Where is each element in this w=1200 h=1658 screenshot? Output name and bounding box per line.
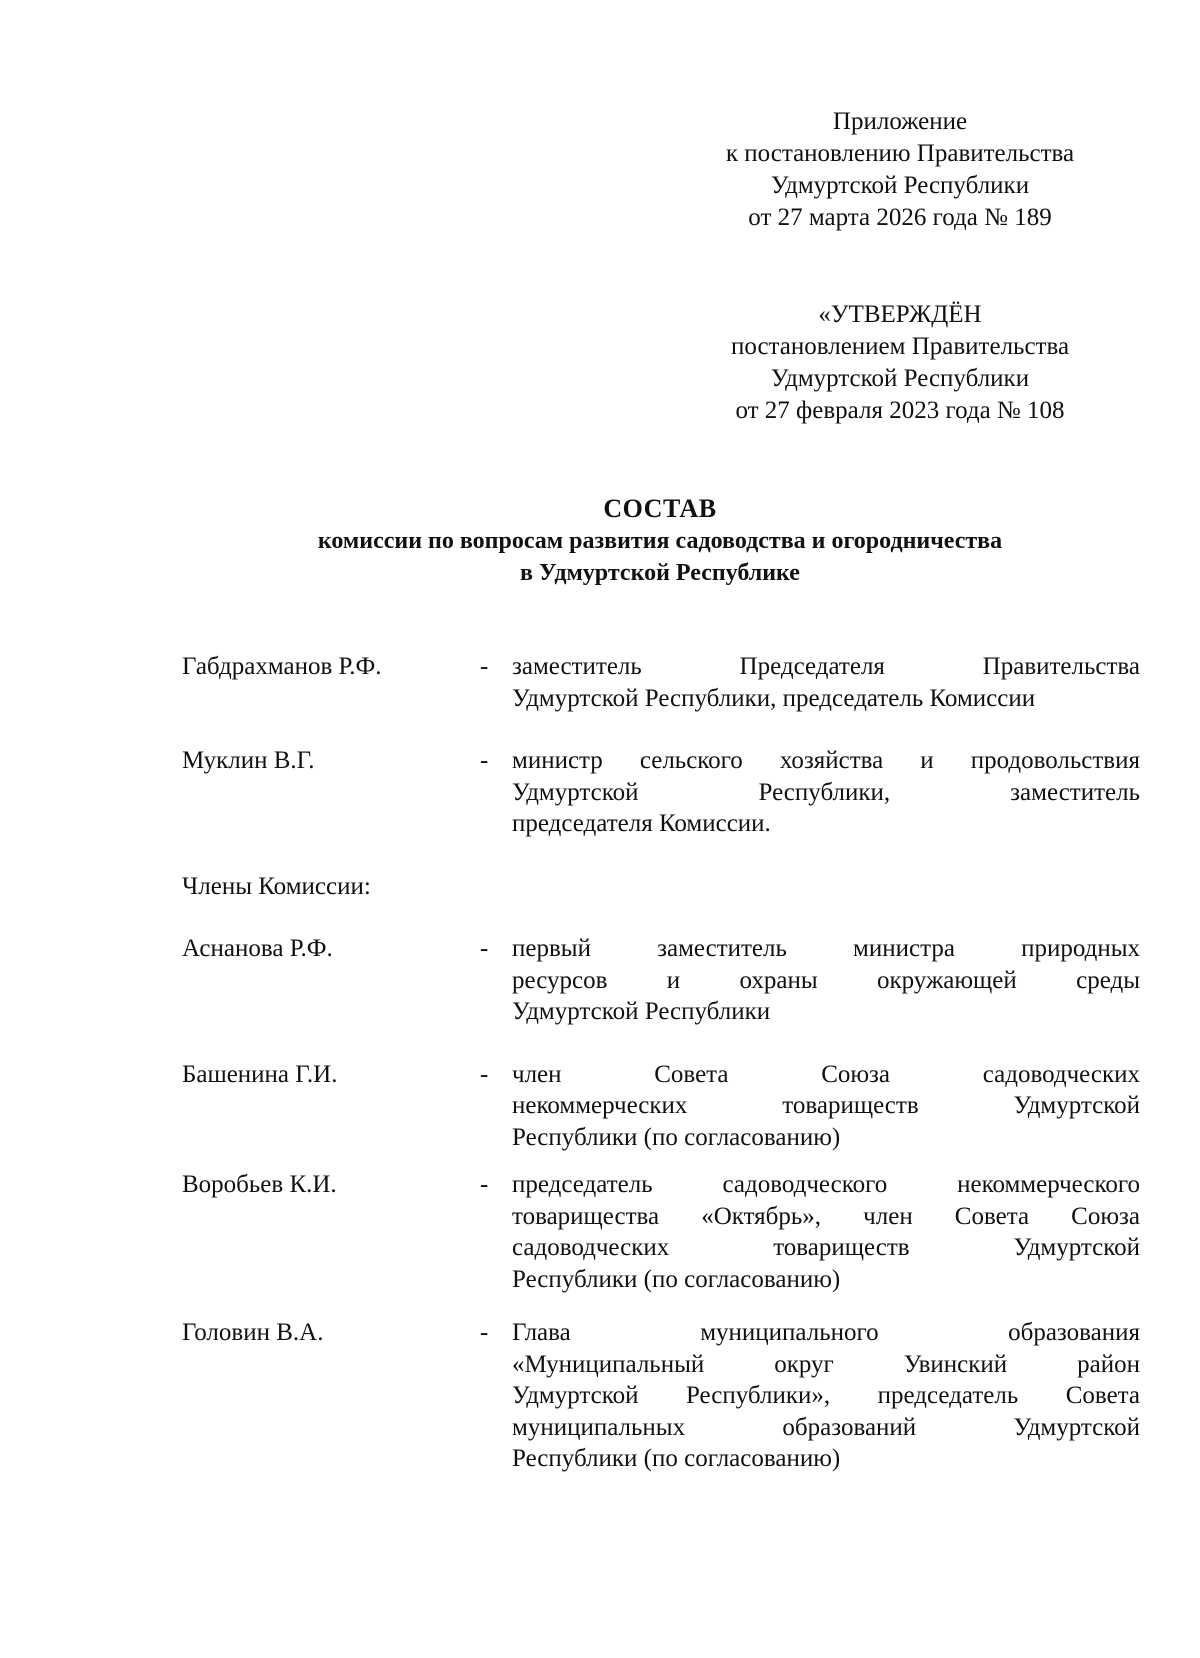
member-dash: - bbox=[480, 1171, 489, 1198]
document-title bbox=[150, 493, 1170, 589]
position-line: министр сельского хозяйства и продовольствия bbox=[512, 747, 1140, 774]
position-line: Удмуртской Республики bbox=[512, 998, 771, 1025]
member-entry bbox=[182, 933, 1140, 1028]
position-line: Глава муниципального образования bbox=[512, 1319, 1140, 1346]
member-position bbox=[512, 1059, 1140, 1154]
position-line: ресурсов и охраны окружающей среды bbox=[512, 966, 1140, 994]
position-line: заместитель Председателя Правительства bbox=[512, 653, 1140, 680]
member-name: Габдрахманов Р.Ф. bbox=[182, 653, 382, 680]
position-line: Республики (по согласованию) bbox=[512, 1123, 841, 1151]
member-name: Аснанова Р.Ф. bbox=[182, 935, 333, 962]
position-line: председатель садоводческого некоммерческого bbox=[512, 1171, 1140, 1198]
position-line: Республики (по согласованию) bbox=[512, 1265, 841, 1293]
member-dash: - bbox=[480, 935, 489, 962]
position-line: Республики (по согласованию) bbox=[512, 1445, 841, 1472]
member-entry bbox=[182, 651, 1140, 714]
appendix-line: Приложение bbox=[832, 108, 968, 135]
title-main: СОСТАВ bbox=[603, 494, 717, 523]
member-entry bbox=[182, 1317, 1140, 1475]
approval-stamp-text bbox=[690, 299, 1110, 427]
member-entry bbox=[182, 745, 1140, 840]
position-line: некоммерческих товариществ Удмуртской bbox=[512, 1092, 1140, 1119]
position-line: первый заместитель министра природных bbox=[512, 935, 1140, 962]
appendix-line: от 27 марта 2026 года № 189 bbox=[748, 204, 1052, 231]
appendix-line: Удмуртской Республики bbox=[770, 172, 1030, 199]
member-name: Башенина Г.И. bbox=[182, 1060, 338, 1088]
member-name: Муклин В.Г. bbox=[182, 747, 315, 774]
appendix-header bbox=[690, 106, 1110, 234]
member-name: Головин В.А. bbox=[182, 1319, 324, 1346]
member-position bbox=[512, 1317, 1140, 1475]
position-line: муниципальных образований Удмуртской bbox=[512, 1413, 1140, 1441]
member-dash: - bbox=[480, 1060, 489, 1088]
member-dash: - bbox=[480, 1319, 489, 1346]
position-line: садоводческих товариществ Удмуртской bbox=[512, 1234, 1140, 1261]
position-line: Удмуртской Республики, заместитель bbox=[512, 778, 1140, 806]
position-line: товарищества «Октябрь», член Совета Союза bbox=[512, 1202, 1140, 1230]
commission-members-list bbox=[182, 651, 1140, 1475]
appendix-line: к постановлению Правительства bbox=[725, 140, 1075, 167]
member-dash: - bbox=[480, 747, 489, 774]
approved-line: от 27 февраля 2023 года № 108 bbox=[735, 397, 1065, 424]
position-line: член Совета Союза садоводческих bbox=[512, 1060, 1140, 1088]
member-name: Воробьев К.И. bbox=[182, 1171, 337, 1198]
position-line: Удмуртской Республики», председатель Совета bbox=[512, 1382, 1140, 1409]
member-position bbox=[512, 651, 1140, 714]
position-line: «Муниципальный округ Увинский район bbox=[512, 1350, 1140, 1378]
member-entry bbox=[182, 1059, 1140, 1154]
member-dash: - bbox=[480, 653, 489, 680]
approved-line: «УТВЕРЖДЁН bbox=[818, 301, 982, 328]
member-position bbox=[512, 933, 1140, 1028]
members-section-label: Члены Комиссии: bbox=[182, 872, 371, 900]
member-entry bbox=[182, 1169, 1140, 1295]
member-position bbox=[512, 745, 1140, 840]
position-line: председателя Комиссии. bbox=[512, 810, 771, 837]
approved-line: постановлением Правительства bbox=[730, 333, 1070, 360]
title-subtitle-line: комиссии по вопросам развития садоводства и огородничества bbox=[317, 528, 1003, 554]
title-subtitle-line: в Удмуртской Республике bbox=[520, 560, 800, 586]
approved-line: Удмуртской Республики bbox=[770, 365, 1030, 392]
position-line: Удмуртской Республики, председатель Комиссии bbox=[512, 684, 1036, 712]
member-position bbox=[512, 1169, 1140, 1295]
